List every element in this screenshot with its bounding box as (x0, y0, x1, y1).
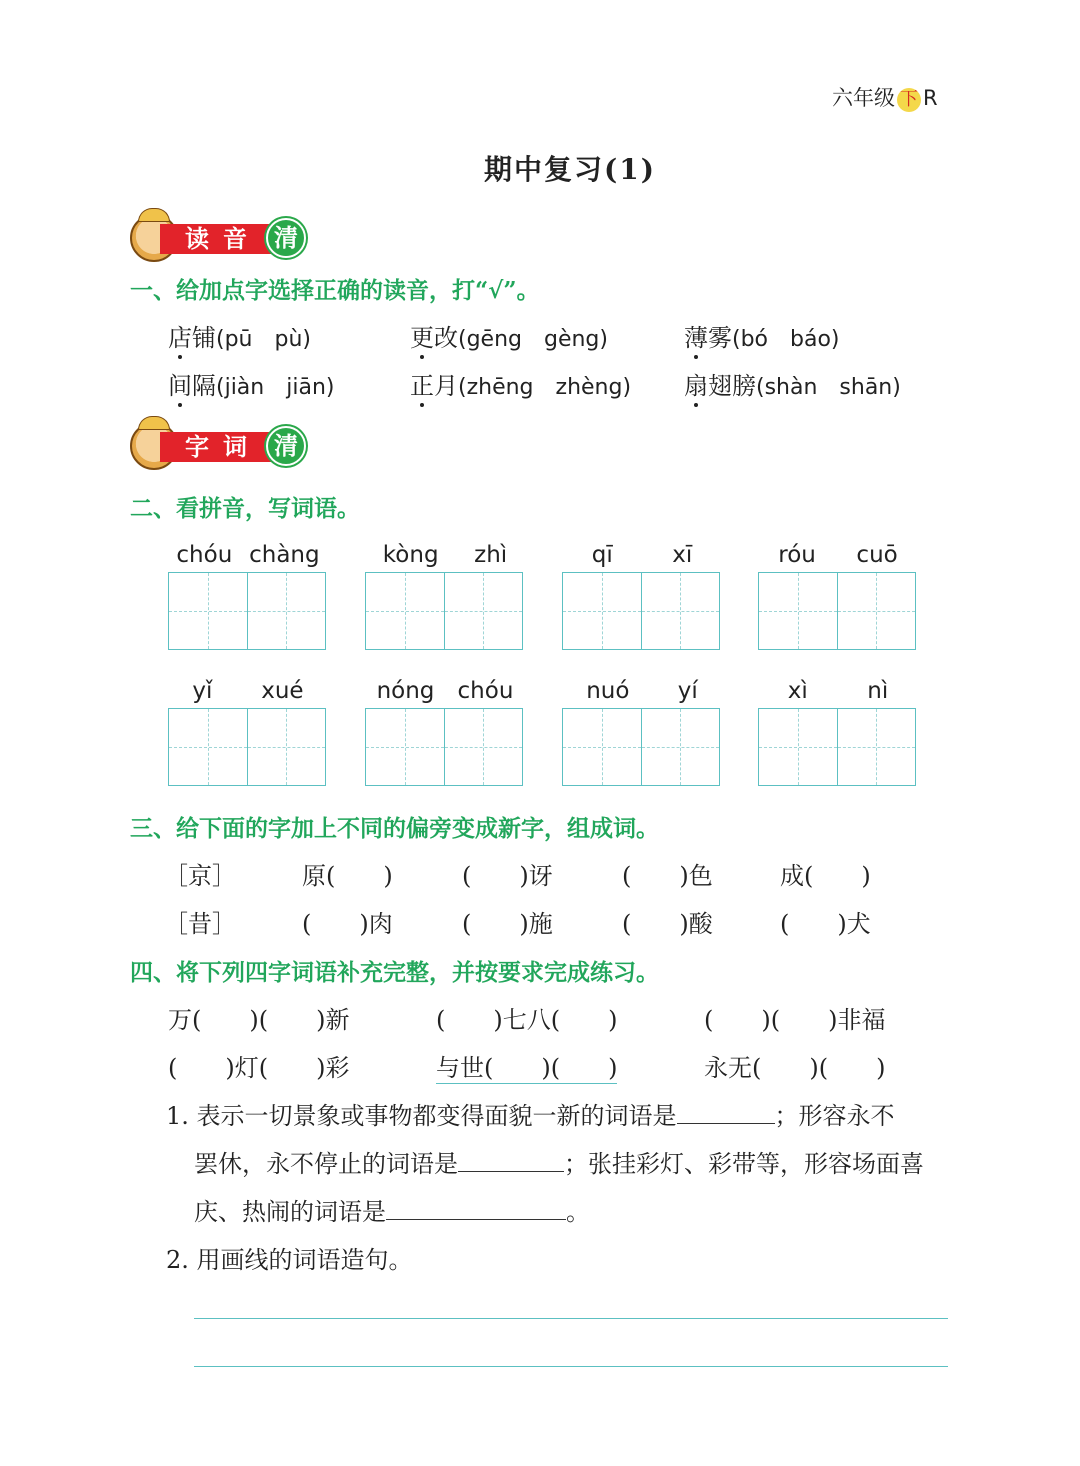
section-badge-pronunciation (130, 212, 310, 260)
badge-circle: 清 (266, 218, 306, 258)
answer-blank[interactable] (458, 1149, 564, 1172)
q1-item: 薄雾(bó báo) (684, 324, 840, 352)
section-heading-1: 一、给加点字选择正确的读音，打“√”。 (130, 277, 540, 304)
q1-item: 间隔(jiàn jiān) (168, 372, 335, 400)
section-heading-3: 三、给下面的字加上不同的偏旁变成新字，组成词。 (130, 815, 659, 842)
q4-idiom-blank[interactable]: 万( )( )新 (168, 1006, 350, 1034)
answer-line[interactable] (194, 1366, 948, 1367)
badge-ribbon: 字词 (160, 432, 274, 462)
writing-grid[interactable] (562, 708, 720, 786)
writing-grid[interactable] (365, 572, 523, 650)
section-heading-2: 二、看拼音，写词语。 (130, 495, 360, 522)
answer-blank[interactable] (677, 1101, 775, 1124)
grade-volume-badge: 下 (897, 88, 921, 112)
writing-grid[interactable] (168, 708, 326, 786)
q1-item: 正月(zhēng zhèng) (410, 372, 632, 400)
q4-idiom-blank[interactable]: ( )( )非福 (704, 1006, 886, 1034)
q4-idiom-blank[interactable]: 永无( )( ) (704, 1054, 886, 1082)
q3-key: ［昔］ (164, 910, 236, 938)
q3-blank[interactable]: ( )施 (462, 910, 553, 938)
q3-blank[interactable]: ( )讶 (462, 862, 553, 890)
q1-item: 更改(gēng gèng) (410, 324, 608, 352)
pinyin-label: chóu chàng (176, 542, 320, 568)
q4-part1-line3: 庆、热闹的词语是 。 (194, 1198, 590, 1226)
pinyin-label: nóng chóu (376, 678, 514, 704)
pinyin-label: róu cuō (778, 542, 898, 568)
writing-grid[interactable] (365, 708, 523, 786)
page-title: 期中复习(1) (484, 153, 656, 186)
pinyin-label: kòng zhì (382, 542, 508, 568)
edition-text: R (923, 86, 938, 110)
writing-grid[interactable] (168, 572, 326, 650)
q3-blank[interactable]: ( )犬 (780, 910, 871, 938)
pinyin-label: xì nì (787, 678, 889, 704)
badge-circle: 清 (266, 426, 306, 466)
badge-ribbon: 读音 (160, 224, 274, 254)
pinyin-label: yǐ xué (192, 678, 304, 704)
q4-idiom-blank-underlined[interactable]: 与世( )( ) (436, 1048, 617, 1084)
q3-blank[interactable]: ( )肉 (302, 910, 393, 938)
q1-item: 扇翅膀(shàn shān) (684, 372, 901, 400)
q3-blank[interactable]: ( )色 (622, 862, 713, 890)
q3-key: ［京］ (164, 862, 236, 890)
answer-blank[interactable] (386, 1197, 566, 1220)
q4-part1-line1: 1. 表示一切景象或事物都变得面貌一新的词语是 ；形容永不 (166, 1102, 895, 1130)
pinyin-label: nuó yí (586, 678, 698, 704)
q3-blank[interactable]: ( )酸 (622, 910, 713, 938)
grade-label (832, 82, 938, 112)
q1-item: 店铺(pū pù) (168, 324, 311, 352)
q4-idiom-blank[interactable]: ( )七八( ) (436, 1006, 618, 1034)
answer-line[interactable] (194, 1318, 948, 1319)
writing-grid[interactable] (562, 572, 720, 650)
writing-grid[interactable] (758, 572, 916, 650)
q4-part2: 2. 用画线的词语造句。 (166, 1246, 413, 1274)
pinyin-label: qī xī (591, 542, 693, 568)
section-heading-4: 四、将下列四字词语补充完整，并按要求完成练习。 (130, 959, 659, 986)
q4-idiom-blank[interactable]: ( )灯( )彩 (168, 1054, 350, 1082)
writing-grid[interactable] (758, 708, 916, 786)
section-badge-vocabulary (130, 420, 310, 468)
grade-text: 六年级 (832, 86, 895, 110)
q3-blank[interactable]: 成( ) (780, 862, 871, 890)
q3-blank[interactable]: 原( ) (302, 862, 393, 890)
q4-part1-line2: 罢休，永不停止的词语是 ；张挂彩灯、彩带等，形容场面喜 (194, 1150, 924, 1178)
